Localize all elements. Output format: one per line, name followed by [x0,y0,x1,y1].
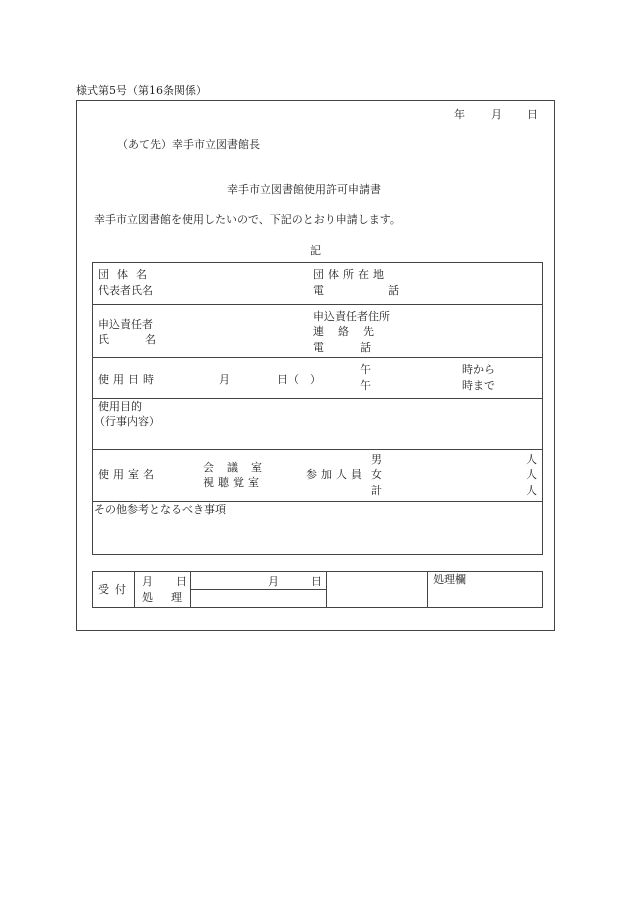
date-year-label: 年 [454,108,465,121]
reception-label: 受付 [98,583,132,596]
reception-row-divider [190,589,326,590]
contact-label: 連絡先 [313,325,388,338]
representative-label: 代表者氏名 [98,284,153,297]
row-divider [92,449,543,450]
reception-processing-label: 処理 [142,591,200,604]
applicant-address-label: 申込責任者住所 [313,310,390,323]
usage-datetime-label: 使用日時 [98,373,158,386]
col-divider [134,571,135,608]
date-day-label: 日 [527,108,538,121]
person-unit-male: 人 [526,453,537,466]
ki-label: 記 [310,244,321,257]
row-divider [92,398,543,399]
col-divider [427,571,428,608]
other-label: その他参考となるべき事項 [94,503,226,516]
purpose-label: 使用目的 [98,400,142,413]
applicant-label: 申込責任者 [98,318,153,331]
purpose-sub-label: （行事内容） [94,415,160,428]
room-1-label: 会議室 [203,461,275,474]
group-address-label: 団体所在地 [313,268,388,281]
reception-day-label: 日 [311,575,322,588]
person-unit-female: 人 [526,468,537,481]
phone-label: 電話 [313,284,463,297]
attendees-label: 参加人員 [306,468,366,481]
intro-text: 幸手市立図書館を使用したいので、下記のとおり申請します。 [94,213,401,226]
person-unit-total: 人 [526,484,537,497]
row-divider [92,357,543,358]
phone2-label: 電話 [313,341,407,354]
male-label: 男 [371,453,382,466]
reception-month-label: 月 [268,575,279,588]
row-divider [92,501,543,502]
usage-month-label: 月 [219,373,230,386]
form-title: 幸手市立図書館使用許可申請書 [227,183,381,196]
applicant-name-label: 氏名 [98,333,192,346]
processing-column-label: 処理欄 [433,573,466,586]
total-label: 計 [371,484,382,497]
room-2-label: 視聴覚室 [203,476,263,489]
usage-day-label: 日（ ） [277,373,321,386]
ampm-from-label: 午 [360,363,371,376]
addressee: （あて先）幸手市立図書館長 [117,138,260,151]
female-label: 女 [371,468,382,481]
group-name-label: 団体名 [98,268,155,281]
reception-month-day-label: 月 日 [142,575,193,588]
ampm-to-label: 午 [360,379,371,392]
form-number: 様式第5号（第16条関係） [76,84,207,97]
room-label: 使用室名 [98,468,158,481]
row-divider [92,304,543,305]
from-time-label: 時から [462,363,495,376]
date-month-label: 月 [491,108,502,121]
to-time-label: 時まで [462,379,495,392]
col-divider [326,571,327,608]
